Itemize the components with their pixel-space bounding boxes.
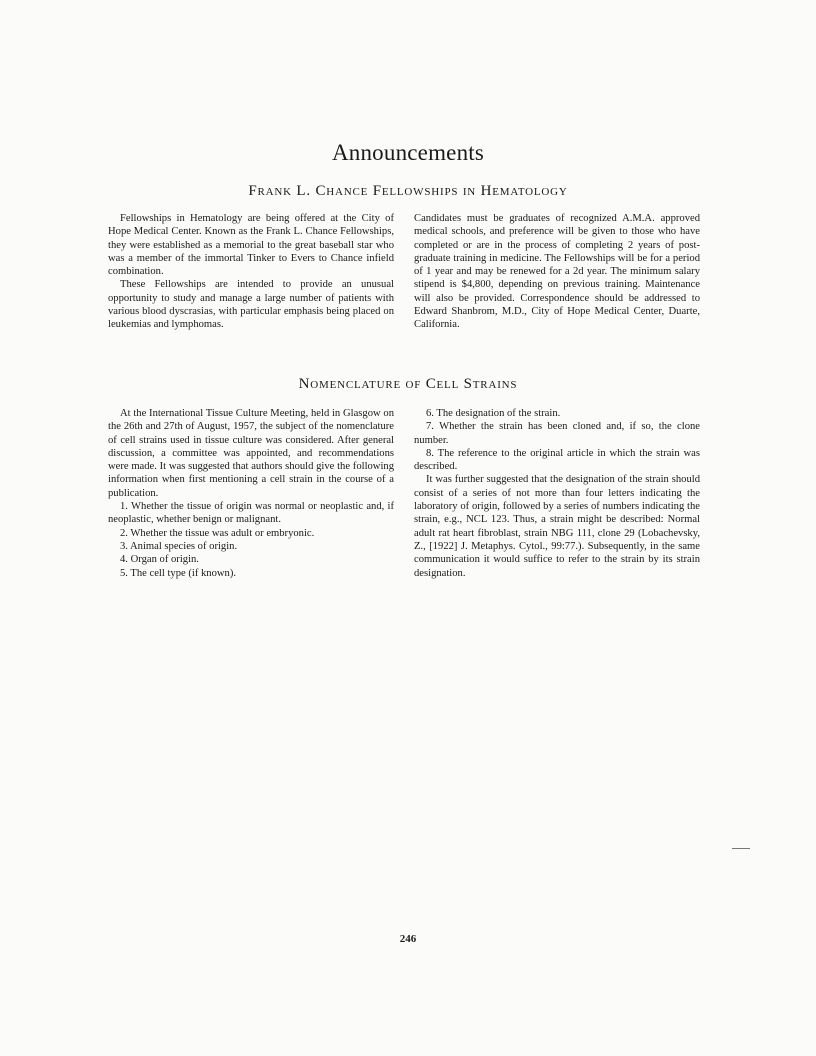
nomenclature-left-column <box>108 407 394 580</box>
paragraph: It was further suggested that the designation of the strain should consist of a series of not more than four letters indicating the laboratory of origin, followed by a series of numbers indicating the strain, e.g., NCL 123. Thus, a strain might be described: Normal adult rat heart fibroblast, strain NBG 111, clone 29 (Lobachevsky, Z., [1922] J. Metaphys. Cytol., 99:77.). Subsequently, in the same communication it would suffice to refer to the strain by its strain designation. <box>414 474 700 579</box>
paragraph: Fellowships in Hematology are being offered at the City of Hope Medical Center. Known as the Frank L. Chance Fellowships, they were established as a memorial to the great baseball star who was a member of the immortal Tinker to Evers to Chance infield combination. <box>108 213 394 278</box>
list-item: 7. Whether the strain has been cloned and, if so, the clone number. <box>414 421 700 446</box>
list-item: 5. The cell type (if known). <box>120 567 237 579</box>
list-item: 6. The designation of the strain. <box>426 408 561 419</box>
paragraph: Candidates must be graduates of recognized A.M.A. approved medical schools, and preference will be given to those who have completed or are in the process of completing 2 years of post-graduate training in medicine. The Fellowships will be for a period of 1 year and may be renewed for a 2d year. The minimum salary stipend is $4,800, depending on previous training. Maintenance will also be provided. Correspondence should be addressed to Edward Shanbrom, M.D., City of Hope Medical Center, Duarte, California. <box>414 213 700 331</box>
paragraph: These Fellowships are intended to provide an unusual opportunity to study and manage a large number of patients with various blood dyscrasias, with particular emphasis being placed on leukemias and lymphomas. <box>108 279 394 331</box>
list-item: 2. Whether the tissue was adult or embryonic. <box>120 527 315 539</box>
paragraph: At the International Tissue Culture Meeting, held in Glasgow on the 26th and 27th of August, 1957, the subject of the nomenclature of cell strains used in tissue culture was considered. After general discussion, a committee was appointed, and recommendations were made. It was suggested that authors should give the following information when first mentioning a cell strain in the course of a publication. <box>108 408 394 499</box>
page-number: 246 <box>399 933 417 945</box>
list-item: 8. The reference to the original article in which the strain was described. <box>414 447 700 473</box>
nomenclature-heading: Nomenclature of Cell Strains <box>298 376 518 392</box>
list-item: 4. Organ of origin. <box>120 554 199 566</box>
scan-mark <box>732 848 750 849</box>
page-title: Announcements <box>331 140 485 165</box>
fellowships-heading: Frank L. Chance Fellowships in Hematology <box>248 183 568 199</box>
fellowships-right-column <box>414 212 700 332</box>
nomenclature-right-column <box>414 407 700 580</box>
list-item: 1. Whether the tissue of origin was normal or neoplastic and, if neoplastic, whether benign or malignant. <box>108 501 394 526</box>
fellowships-left-column <box>108 212 394 332</box>
list-item: 3. Animal species of origin. <box>120 540 238 552</box>
